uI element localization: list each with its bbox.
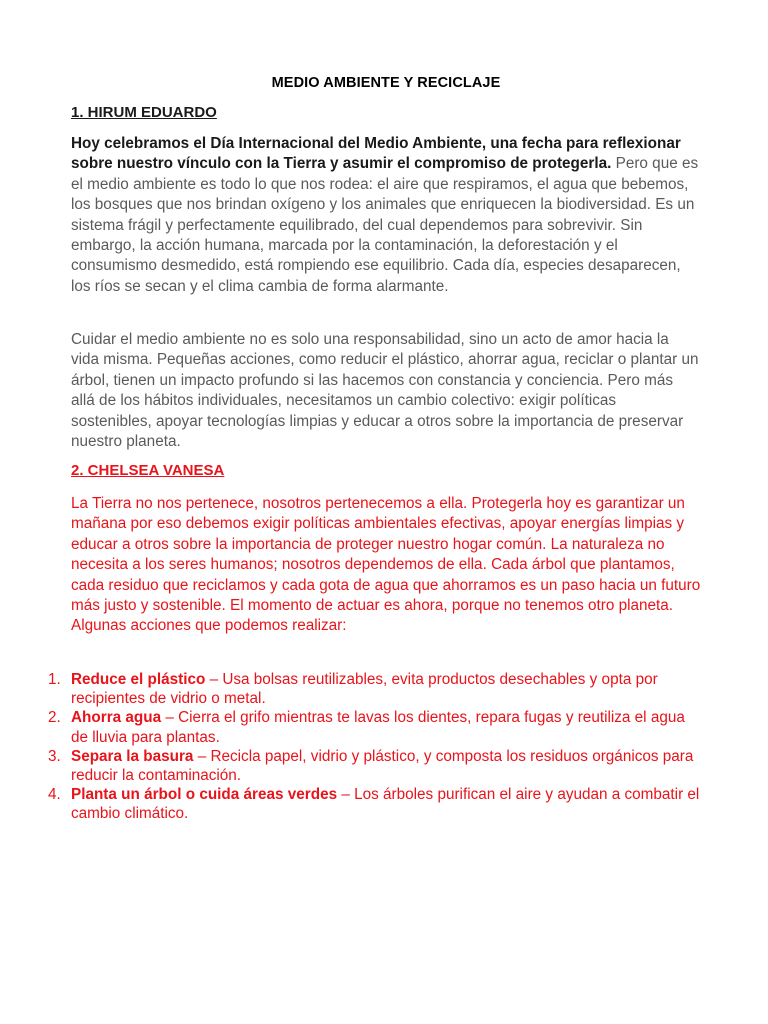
document-title: MEDIO AMBIENTE Y RECICLAJE — [271, 75, 501, 91]
list-item-number: 3. — [48, 747, 61, 765]
list-item — [48, 708, 701, 746]
section1-paragraph-2: Cuidar el medio ambiente no es solo una responsabilidad, sino un acto de amor hacia la vida misma. Pequeñas acciones, como reducir el plástico, ahorrar agua, reciclar o plantar un árbol, tienen un impacto profundo si las hacemos con constancia y conciencia. Pero más allá de los hábitos individuales, necesitamos un cambio colectivo: exigir políticas sostenibles, apoyar tecnologías limpias y educar a otros sobre la importancia de preservar nuestro planeta. — [71, 331, 699, 451]
list-item-bold: Ahorra agua — [71, 709, 162, 727]
list-item-number: 2. — [48, 709, 61, 727]
list-item-number: 1. — [48, 671, 61, 688]
section-heading-hirum: 1. HIRUM EDUARDO — [71, 104, 217, 121]
list-item-bold: Reduce el plástico — [71, 671, 206, 688]
list-item-bold: Separa la basura — [71, 747, 194, 765]
section1-paragraph-1 — [71, 134, 701, 297]
section1-paragraph-1-rest: Pero que es el medio ambiente es todo lo que nos rodea: el aire que respiramos, el agua que bebemos, los bosques que nos brindan oxígeno y los animales que enriquecen la biodiversidad. Es un sistema frágil y perfectamente equilibrado, del cual dependemos para sobrevivir. Sin embargo, la acción humana, marcada por la contaminación, la deforestación y el consumismo desmedido, está rompiendo ese equilibrio. Cada día, especies desaparecen, los ríos se secan y el clima cambia de forma alarmante. — [71, 155, 699, 295]
list-item-text: – Cierra el grifo mientras te lavas los dientes, repara fugas y reutiliza el agua de lluvia para plantas. — [71, 709, 685, 746]
list-item-text: – Recicla papel, vidrio y plástico, y composta los residuos orgánicos para reducir la contaminación. — [71, 747, 694, 785]
list-item-text: – Usa bolsas reutilizables, evita productos desechables y opta por recipientes de vidrio o metal. — [71, 671, 658, 708]
section2-paragraph-1: La Tierra no nos pertenece, nosotros pertenecemos a ella. Protegerla hoy es garantizar un mañana por eso debemos exigir políticas ambientales efectivas, apoyar energías limpias y educar a otros sobre la importancia de proteger nuestro hogar común. La naturaleza no necesita a los seres humanos; nosotros dependemos de ella. Cada árbol que plantamos, cada residuo que reciclamos y cada gota de agua que ahorramos es un paso hacia un futuro más justo y sostenible. El momento de actuar es ahora, porque no tenemos otro planeta. Algunas acciones que podemos realizar: — [71, 495, 701, 635]
list-item-bold: Planta un árbol o cuida áreas verdes — [71, 786, 338, 804]
section1-paragraph-1-bold: Hoy celebramos el Día Internacional del Medio Ambiente, una fecha para reflexionar sobre nuestro vínculo con la Tierra y asumir el compromiso de protegerla. — [71, 135, 681, 173]
list-item — [48, 747, 701, 785]
section-heading-chelsea: 2. CHELSEA VANESA — [71, 462, 225, 479]
list-item — [48, 670, 701, 708]
list-item — [48, 785, 701, 823]
list-item-text: – Los árboles purifican el aire y ayudan a combatir el cambio climático. — [71, 786, 700, 823]
actions-list — [48, 670, 701, 824]
list-item-number: 4. — [48, 786, 61, 804]
